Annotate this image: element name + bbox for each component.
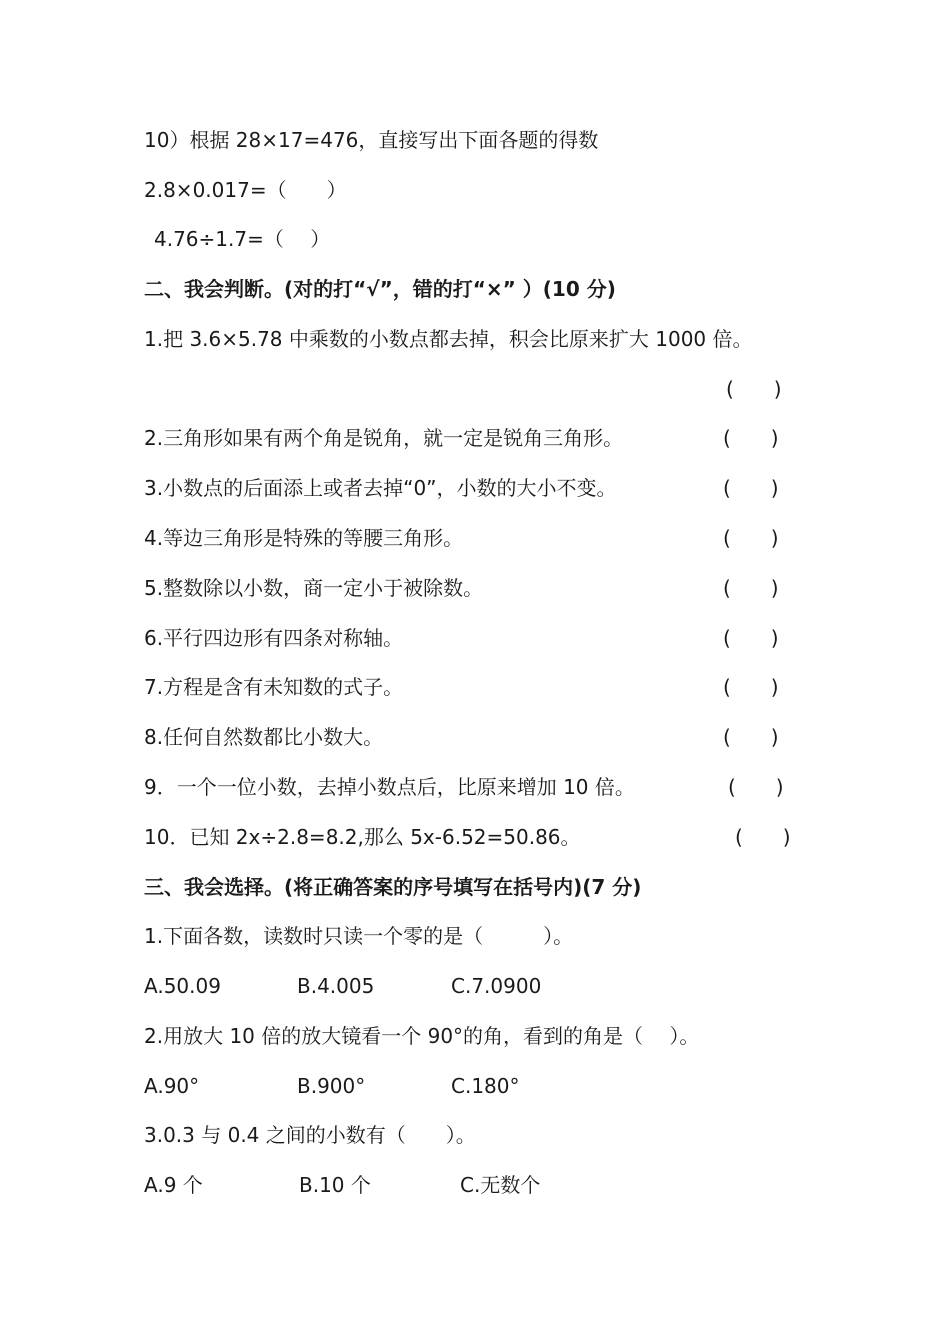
judge-item-1: 1.把 3.6×5.78 中乘数的小数点都去掉，积会比原来扩大 1000 倍。 bbox=[144, 327, 753, 351]
option-c: C.无数个 bbox=[460, 1173, 541, 1197]
section3-title: 三、我会选择。(将正确答案的序号填写在括号内)(7 分) bbox=[144, 875, 642, 899]
judge-item-8: 8.任何自然数都比小数大。 bbox=[144, 725, 384, 749]
judge-blank-10: ( ) bbox=[735, 825, 791, 849]
section2-title: 二、我会判断。(对的打“√”，错的打“×” ）(10 分) bbox=[144, 277, 616, 301]
option-b: B.10 个 bbox=[299, 1173, 371, 1197]
choice-options-2 bbox=[144, 1072, 744, 1100]
judge-item-2: 2.三角形如果有两个角是锐角，就一定是锐角三角形。 bbox=[144, 426, 624, 450]
choice-question-1: 1.下面各数，读数时只读一个零的是（ ）。 bbox=[144, 924, 574, 948]
judge-item-6: 6.平行四边形有四条对称轴。 bbox=[144, 626, 404, 650]
judge-blank-8: ( ) bbox=[723, 725, 779, 749]
judge-blank-2: ( ) bbox=[723, 426, 779, 450]
judge-blank-3: ( ) bbox=[723, 476, 779, 500]
judge-blank-6: ( ) bbox=[723, 626, 779, 650]
choice-options-3 bbox=[144, 1171, 744, 1199]
q10-item-b: 4.76÷1.7=（ ） bbox=[154, 227, 331, 251]
judge-item-7: 7.方程是含有未知数的式子。 bbox=[144, 675, 404, 699]
q10-item-a: 2.8×0.017=（ ） bbox=[144, 178, 347, 202]
judge-blank-5: ( ) bbox=[723, 576, 779, 600]
judge-blank-4: ( ) bbox=[723, 526, 779, 550]
option-c: C.7.0900 bbox=[451, 974, 542, 998]
option-c: C.180° bbox=[451, 1074, 520, 1098]
judge-item-10: 10．已知 2x÷2.8=8.2,那么 5x-6.52=50.86。 bbox=[144, 825, 581, 849]
judge-item-4: 4.等边三角形是特殊的等腰三角形。 bbox=[144, 526, 464, 550]
q10-header: 10）根据 28×17=476，直接写出下面各题的得数 bbox=[144, 128, 599, 152]
choice-question-2: 2.用放大 10 倍的放大镜看一个 90°的角，看到的角是（ ）。 bbox=[144, 1024, 700, 1048]
option-a: A.90° bbox=[144, 1074, 200, 1098]
option-a: A.9 个 bbox=[144, 1173, 203, 1197]
judge-item-9: 9．一个一位小数，去掉小数点后，比原来增加 10 倍。 bbox=[144, 775, 635, 799]
judge-item-3: 3.小数点的后面添上或者去掉“0”，小数的大小不变。 bbox=[144, 476, 617, 500]
option-b: B.900° bbox=[297, 1074, 366, 1098]
choice-question-3: 3.0.3 与 0.4 之间的小数有（ ）。 bbox=[144, 1123, 476, 1147]
judge-blank-7: ( ) bbox=[723, 675, 779, 699]
option-b: B.4.005 bbox=[297, 974, 375, 998]
option-a: A.50.09 bbox=[144, 974, 221, 998]
judge-blank-9: ( ) bbox=[728, 775, 784, 799]
judge-blank-1: ( ) bbox=[726, 377, 782, 401]
judge-item-5: 5.整数除以小数，商一定小于被除数。 bbox=[144, 576, 484, 600]
choice-options-1 bbox=[144, 972, 744, 1000]
